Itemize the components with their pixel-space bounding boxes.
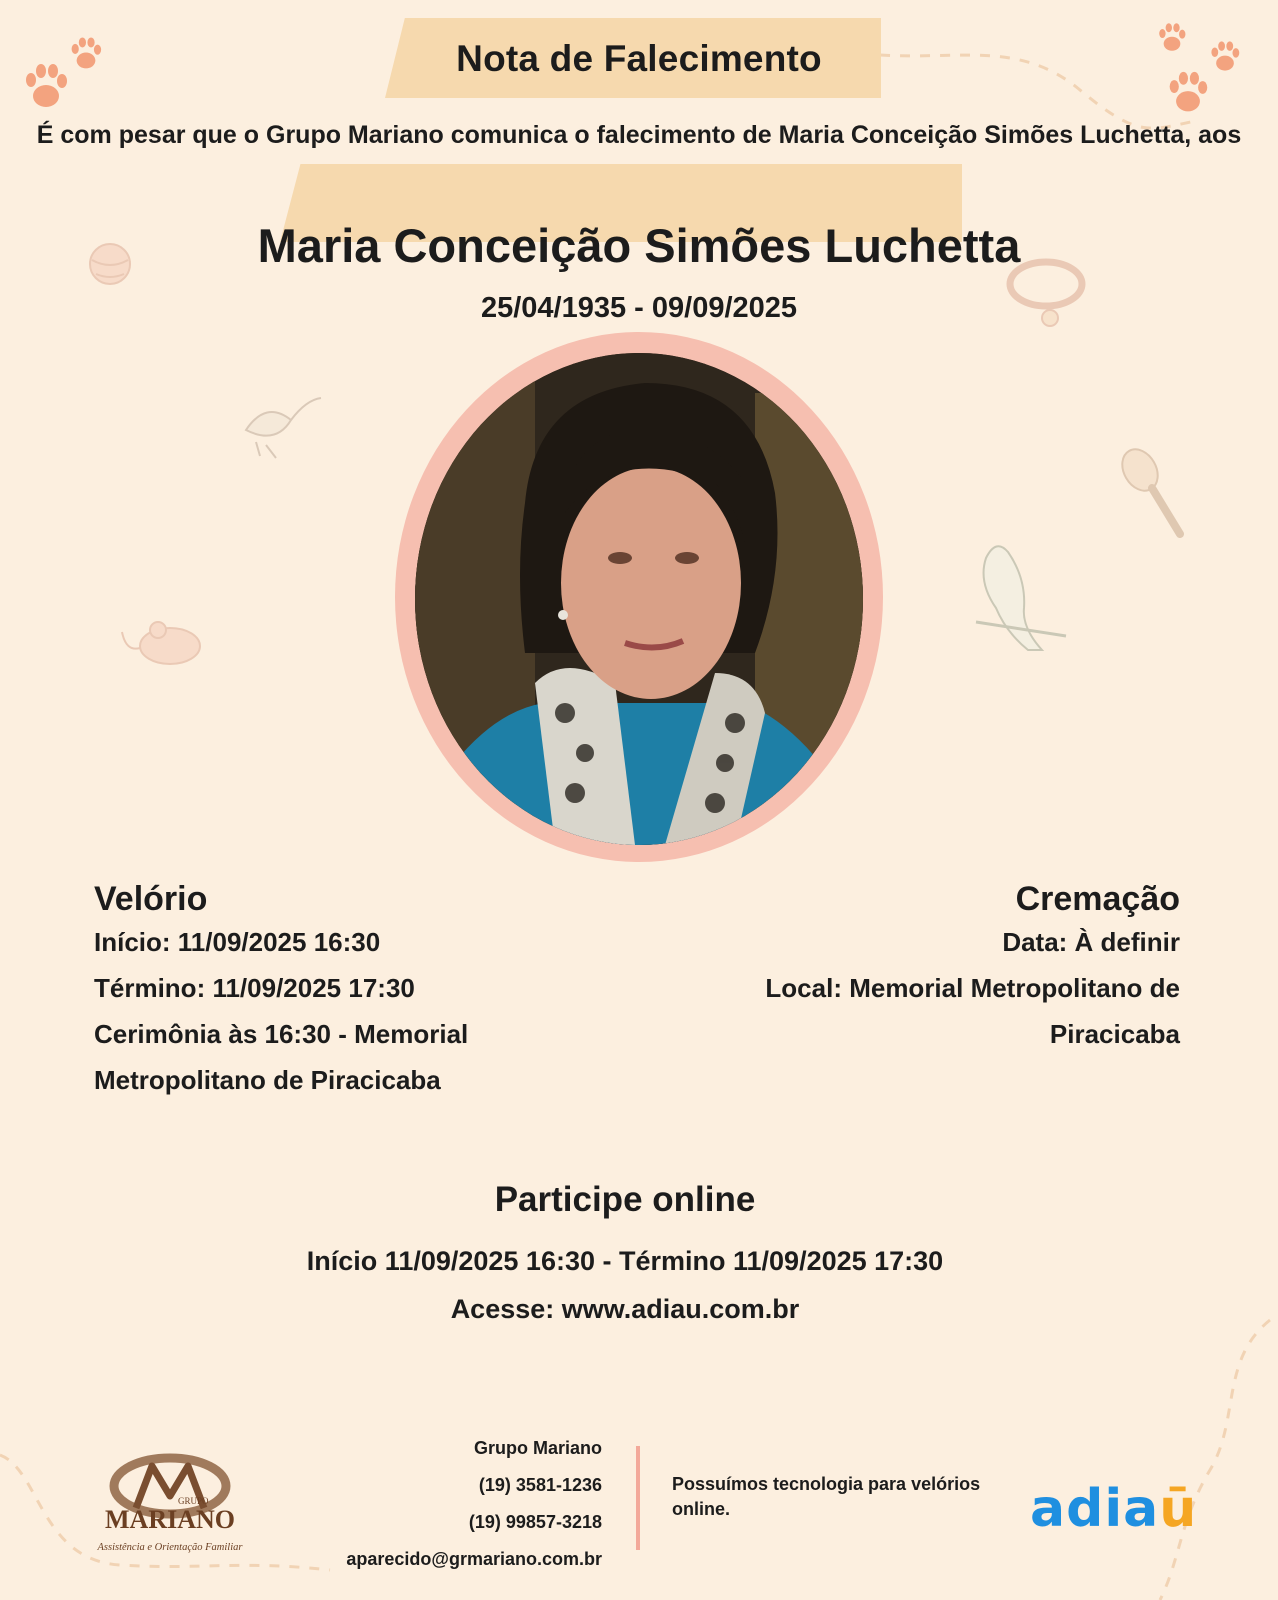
company-name: Grupo Mariano — [473, 1438, 602, 1458]
online-access-link[interactable]: Acesse: www.adiau.com.br — [450, 1294, 800, 1324]
velorio-location: Metropolitano de Piracicaba — [94, 1065, 441, 1095]
velorio-end: Término: 11/09/2025 17:30 — [94, 973, 415, 1003]
svg-text:GRUPO: GRUPO — [178, 1496, 209, 1506]
velorio-start: Início: 11/09/2025 16:30 — [94, 927, 381, 957]
phone-2[interactable]: (19) 99857-3218 — [468, 1512, 602, 1532]
email-link[interactable]: aparecido@grmariano.com.br — [346, 1549, 602, 1569]
tech-note: Possuímos tecnologia para velórios online. — [672, 1474, 981, 1519]
mariano-logo — [78, 1452, 262, 1560]
velorio-section — [94, 880, 514, 1103]
velorio-title: Velório — [94, 880, 208, 918]
svg-text:Assistência e Orientação Famil: Assistência e Orientação Familiar — [97, 1542, 243, 1553]
footer-divider — [636, 1446, 640, 1550]
life-dates: 25/04/1935 - 09/09/2025 — [480, 292, 798, 324]
online-schedule: Início 11/09/2025 16:30 - Término 11/09/2025 17:30 — [306, 1246, 944, 1276]
online-title: Participe online — [494, 1180, 756, 1219]
intro-text: É com pesar que o Grupo Mariano comunica o falecimento de Maria Conceição Simões Luchetta, aos — [36, 121, 1242, 149]
contact-block — [300, 1430, 602, 1578]
parakeet-icon — [966, 538, 1076, 658]
cremacao-location-city: Piracicaba — [1049, 1019, 1180, 1049]
cremacao-section — [760, 880, 1180, 1057]
cremacao-date: Data: À definir — [1002, 927, 1180, 957]
svg-text:MARIANO: MARIANO — [105, 1505, 235, 1534]
mouse-icon — [118, 612, 210, 668]
fish-icon — [236, 390, 326, 460]
adiau-logo — [1030, 1470, 1210, 1540]
velorio-ceremony: Cerimônia às 16:30 - Memorial — [94, 1019, 469, 1049]
cremacao-title: Cremação — [1015, 880, 1180, 918]
pet-brush-icon — [1118, 444, 1188, 540]
portrait-photo — [415, 353, 863, 845]
page-title: Nota de Falecimento — [456, 38, 822, 79]
svg-text:adiaū: adiaū — [1030, 1479, 1198, 1539]
phone-1[interactable]: (19) 3581-1236 — [478, 1475, 602, 1495]
deceased-name: Maria Conceição Simões Luchetta — [257, 219, 1021, 272]
cremacao-location: Local: Memorial Metropolitano de — [765, 973, 1180, 1003]
